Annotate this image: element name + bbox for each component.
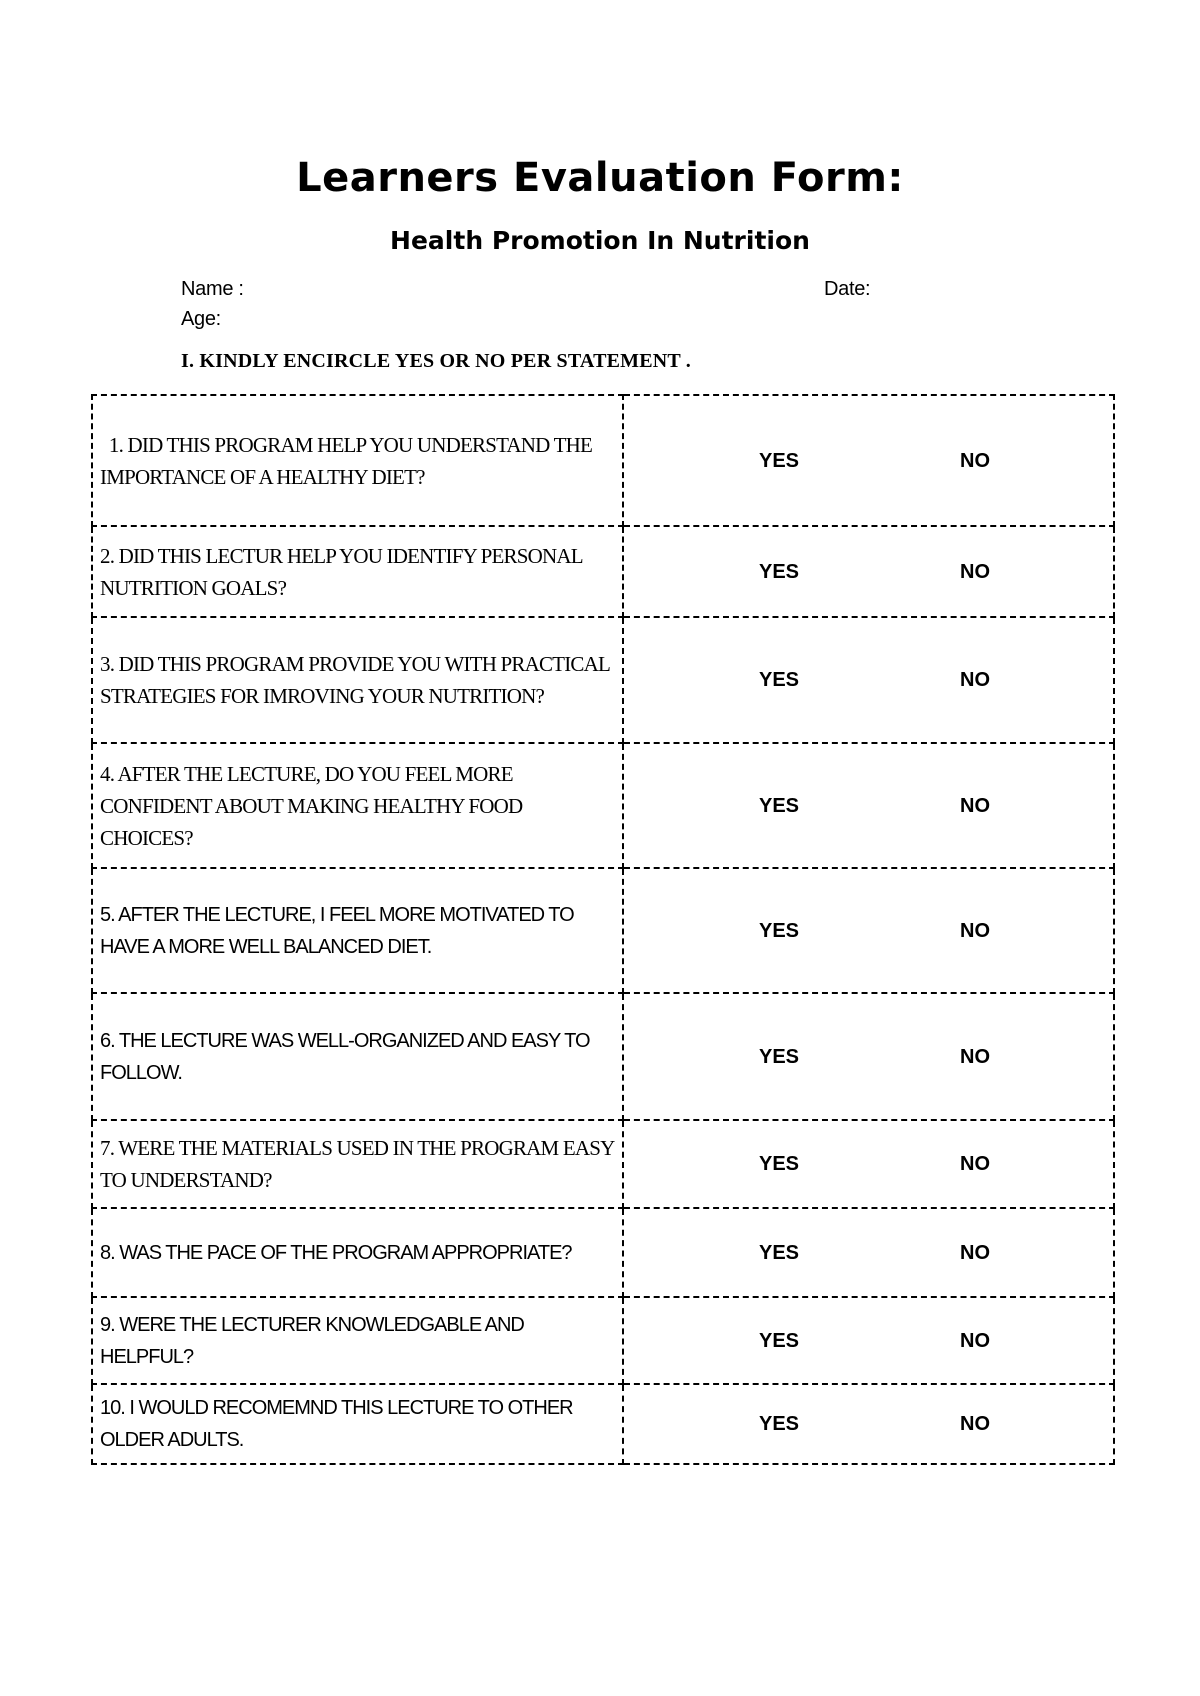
question-1: 1. DID THIS PROGRAM HELP YOU UNDERSTAND THE IMPORTANCE OF A HEALTHY DIET? [92, 395, 623, 526]
no-option[interactable]: NO [960, 919, 990, 942]
no-option[interactable]: NO [960, 794, 990, 817]
form-title: Learners Evaluation Form: [296, 155, 904, 201]
question-9: 9. WERE THE LECTURER KNOWLEDGABLE AND HELPFUL? [92, 1297, 623, 1384]
no-option[interactable]: NO [960, 449, 990, 472]
yes-option[interactable]: YES [759, 1329, 800, 1352]
table-row [92, 526, 1114, 617]
yes-option[interactable]: YES [759, 669, 800, 691]
table-row [92, 395, 1114, 526]
no-option[interactable]: NO [960, 1241, 990, 1264]
answer-cell [623, 1208, 1114, 1297]
table-row [92, 993, 1114, 1120]
table-row [92, 868, 1114, 993]
date-field-label: Date: [824, 278, 871, 300]
yes-option[interactable]: YES [759, 1153, 800, 1175]
question-8: 8. WAS THE PACE OF THE PROGRAM APPROPRIATE? [92, 1208, 623, 1297]
table-row [92, 1120, 1114, 1208]
no-option[interactable]: NO [960, 1153, 990, 1175]
yes-option[interactable]: YES [759, 449, 800, 472]
question-4: 4. AFTER THE LECTURE, DO YOU FEEL MORE CONFIDENT ABOUT MAKING HEALTHY FOOD CHOICES? [92, 743, 623, 868]
answer-cell [623, 395, 1114, 526]
no-option[interactable]: NO [960, 669, 990, 691]
answer-cell [623, 1384, 1114, 1464]
table-row [92, 617, 1114, 743]
no-option[interactable]: NO [960, 560, 990, 583]
yes-option[interactable]: YES [759, 560, 800, 583]
question-3: 3. DID THIS PROGRAM PROVIDE YOU WITH PRACTICAL STRATEGIES FOR IMROVING YOUR NUTRITION? [92, 617, 623, 743]
question-2: 2. DID THIS LECTUR HELP YOU IDENTIFY PERSONAL NUTRITION GOALS? [92, 526, 623, 617]
answer-cell [623, 526, 1114, 617]
yes-option[interactable]: YES [759, 1241, 800, 1264]
yes-option[interactable]: YES [759, 794, 800, 817]
no-option[interactable]: NO [960, 1045, 990, 1068]
no-option[interactable]: NO [960, 1329, 990, 1352]
answer-cell [623, 868, 1114, 993]
table-row [92, 1297, 1114, 1384]
table-row [92, 743, 1114, 868]
yes-option[interactable]: YES [759, 1045, 800, 1068]
evaluation-table [91, 394, 1115, 1465]
yes-option[interactable]: YES [759, 919, 800, 942]
question-10: 10. I WOULD RECOMEMND THIS LECTURE TO OTHER OLDER ADULTS. [92, 1384, 623, 1464]
answer-cell [623, 617, 1114, 743]
yes-option[interactable]: YES [759, 1413, 800, 1435]
no-option[interactable]: NO [960, 1413, 990, 1435]
answer-cell [623, 1297, 1114, 1384]
answer-cell [623, 1120, 1114, 1208]
form-subtitle: Health Promotion In Nutrition [390, 226, 810, 255]
instruction-text: I. KINDLY ENCIRCLE YES OR NO PER STATEMENT . [181, 350, 692, 372]
table-row [92, 1384, 1114, 1464]
question-5: 5. AFTER THE LECTURE, I FEEL MORE MOTIVATED TO HAVE A MORE WELL BALANCED DIET. [92, 868, 623, 993]
answer-cell [623, 743, 1114, 868]
answer-cell [623, 993, 1114, 1120]
question-7: 7. WERE THE MATERIALS USED IN THE PROGRAM EASY TO UNDERSTAND? [92, 1120, 623, 1208]
name-field-label: Name : [181, 278, 244, 300]
age-field-label: Age: [181, 308, 221, 330]
table-row [92, 1208, 1114, 1297]
question-6: 6. THE LECTURE WAS WELL-ORGANIZED AND EASY TO FOLLOW. [92, 993, 623, 1120]
